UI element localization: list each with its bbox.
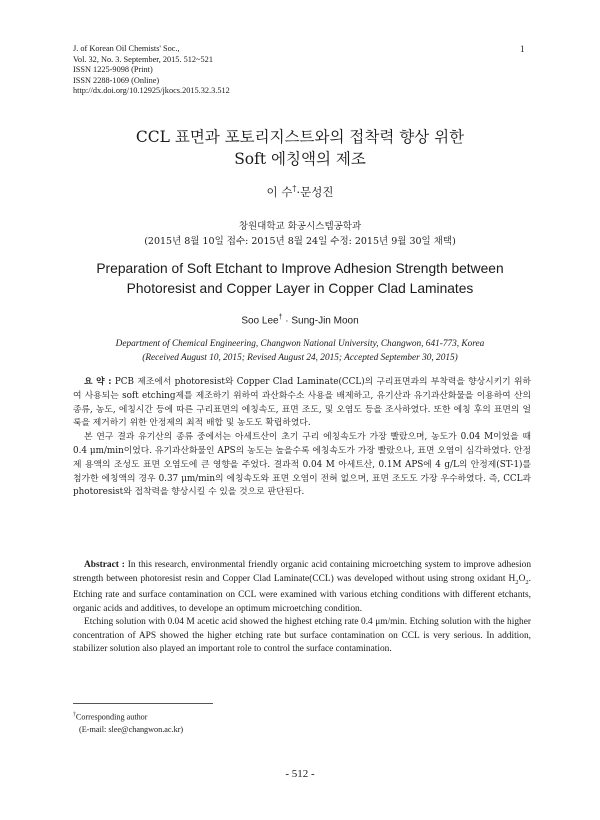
english-abstract xyxy=(73,559,531,657)
english-title xyxy=(40,259,560,299)
issn-online: ISSN 2288-1069 (Online) xyxy=(73,75,160,85)
english-author-1: Soo Lee xyxy=(241,315,279,327)
english-corresponding-mark: † xyxy=(278,314,283,321)
english-title-line1: Preparation of Soft Etchant to Improve Adhesion Strength between xyxy=(96,261,504,276)
footnote xyxy=(73,709,183,737)
footnote-line1 xyxy=(73,709,183,724)
journal-name: J. of Korean Oil Chemists' Soc., xyxy=(73,44,180,53)
english-abstract-text1b: . Etching rate and surface contamination on CCL were examined with various etching conditions with different etchants, organic acids and additives, to develope an optimum microetching condition. xyxy=(73,573,531,614)
korean-author-1: 이 수 xyxy=(266,185,293,199)
korean-author-2: ·문성진 xyxy=(296,185,334,199)
english-authors xyxy=(0,314,600,326)
korean-abstract-text1: PCB 제조에서 photoresist와 Copper Clad Laminate(CCL)의 구리표면과의 부착력을 향상시키기 위하여 사용되는 soft etching제를 제조하기 위하여 과산화수소 사용을 배제하고, 유기산과 유기과산화물을 이용하여 산의 종류, 농도, 에칭시간 등에 따른 구리표면의 에칭속도, 표면 조도, 및 오염도 등을 조사하였다. 또한 에칭 후의 표면의 얼룩을 제거하기 위한 안정제의 최적 배합 및 농도도 확립하였다. xyxy=(73,377,532,429)
korean-abstract-para2: 본 연구 결과 유기산의 종류 중에서는 아세트산이 초기 구리 에칭속도가 가장 빨랐으며, 농도가 0.04 M이었을 때 0.4 μm/min이었다. 유기과산화물인 APS의 농도는 높을수록 에칭속도가 가장 빨랐으나, 표면 오염이 심각하였다. 안정제 용액의 조성도 표면 오염도에 큰 영향을 주었다. 결과적 0.04 M 아세트산, 0.1M APS에 4 g/L의 안정제(ST-1)를 첨가한 에칭액의 경우 0.37 μm/min의 에칭속도와 표면 오염이 전혀 없으며, 표면 조도도 가장 우수하였다. 즉, CCL과 photoresist와 접착력을 향상시킬 수 있을 것으로 판단된다. xyxy=(73,432,531,498)
english-abstract-para2: Etching solution with 0.04 M acetic acid showed the highest etching rate 0.4 μm/min. Etching solution with the higher concentration of APS showed the higher etching rate but surface contamination on CCL is very serious. In addition, stabilizer solution also played an important role to control the surface contamination. xyxy=(73,617,531,655)
corresponding-mark: † xyxy=(292,184,297,194)
english-abstract-label: Abstract : xyxy=(84,560,125,570)
english-abstract-para1 xyxy=(73,559,531,616)
english-affiliation-block xyxy=(0,338,600,365)
footnote-mark: † xyxy=(73,712,76,718)
korean-title-line2: Soft 에칭액의 제조 xyxy=(234,150,366,168)
korean-title-line1: CCL 표면과 포토리지스트와의 접착력 향상 위한 xyxy=(135,128,465,146)
issn-print: ISSN 1225-9098 (Print) xyxy=(73,65,153,75)
english-dates: (Received August 10, 2015; Revised August 24, 2015; Accepted September 30, 2015) xyxy=(142,352,458,363)
footnote-divider xyxy=(73,703,213,704)
page-folio: - 512 - xyxy=(285,768,315,780)
korean-affiliation: 창원대학교 화공시스템공학과 xyxy=(238,221,362,232)
subscript-1: 2 xyxy=(515,578,519,586)
english-title-line2: Photoresist and Copper Layer in Copper Clad Laminates xyxy=(126,281,474,296)
page-number-top: 1 xyxy=(520,44,525,54)
english-affiliation: Department of Chemical Engineering, Changwon National University, Changwon, 641-773, Korea xyxy=(115,339,485,349)
doi-link[interactable]: http://dx.doi.org/10.12925/jkocs.2015.32.3.512 xyxy=(73,86,230,96)
footnote-email: (E-mail: slee@changwon.ac.kr) xyxy=(79,725,184,735)
english-author-2: · Sung-Jin Moon xyxy=(282,315,359,327)
korean-abstract-label: 요 약 : xyxy=(84,377,112,387)
footnote-corresponding: Corresponding author xyxy=(75,712,148,722)
subscript-2: 2 xyxy=(525,578,529,586)
english-abstract-o: O xyxy=(518,573,526,584)
korean-abstract-para1 xyxy=(73,376,531,431)
korean-abstract xyxy=(73,376,531,500)
korean-dates: (2015년 8월 10일 접수: 2015년 8월 24일 수정: 2015년 9월 30일 채택) xyxy=(144,236,456,247)
journal-volume: Vol. 32, No. 3. September, 2015. 512~521 xyxy=(73,54,213,64)
korean-title xyxy=(60,126,540,170)
korean-authors xyxy=(0,184,600,200)
english-abstract-text1a: In this research, environmental friendly organic acid containing microetching system to improve adhesion strength between photoresist resin and Copper Clad Laminate(CCL) was developed without using strong oxidant H xyxy=(73,560,532,584)
journal-header xyxy=(73,44,230,97)
